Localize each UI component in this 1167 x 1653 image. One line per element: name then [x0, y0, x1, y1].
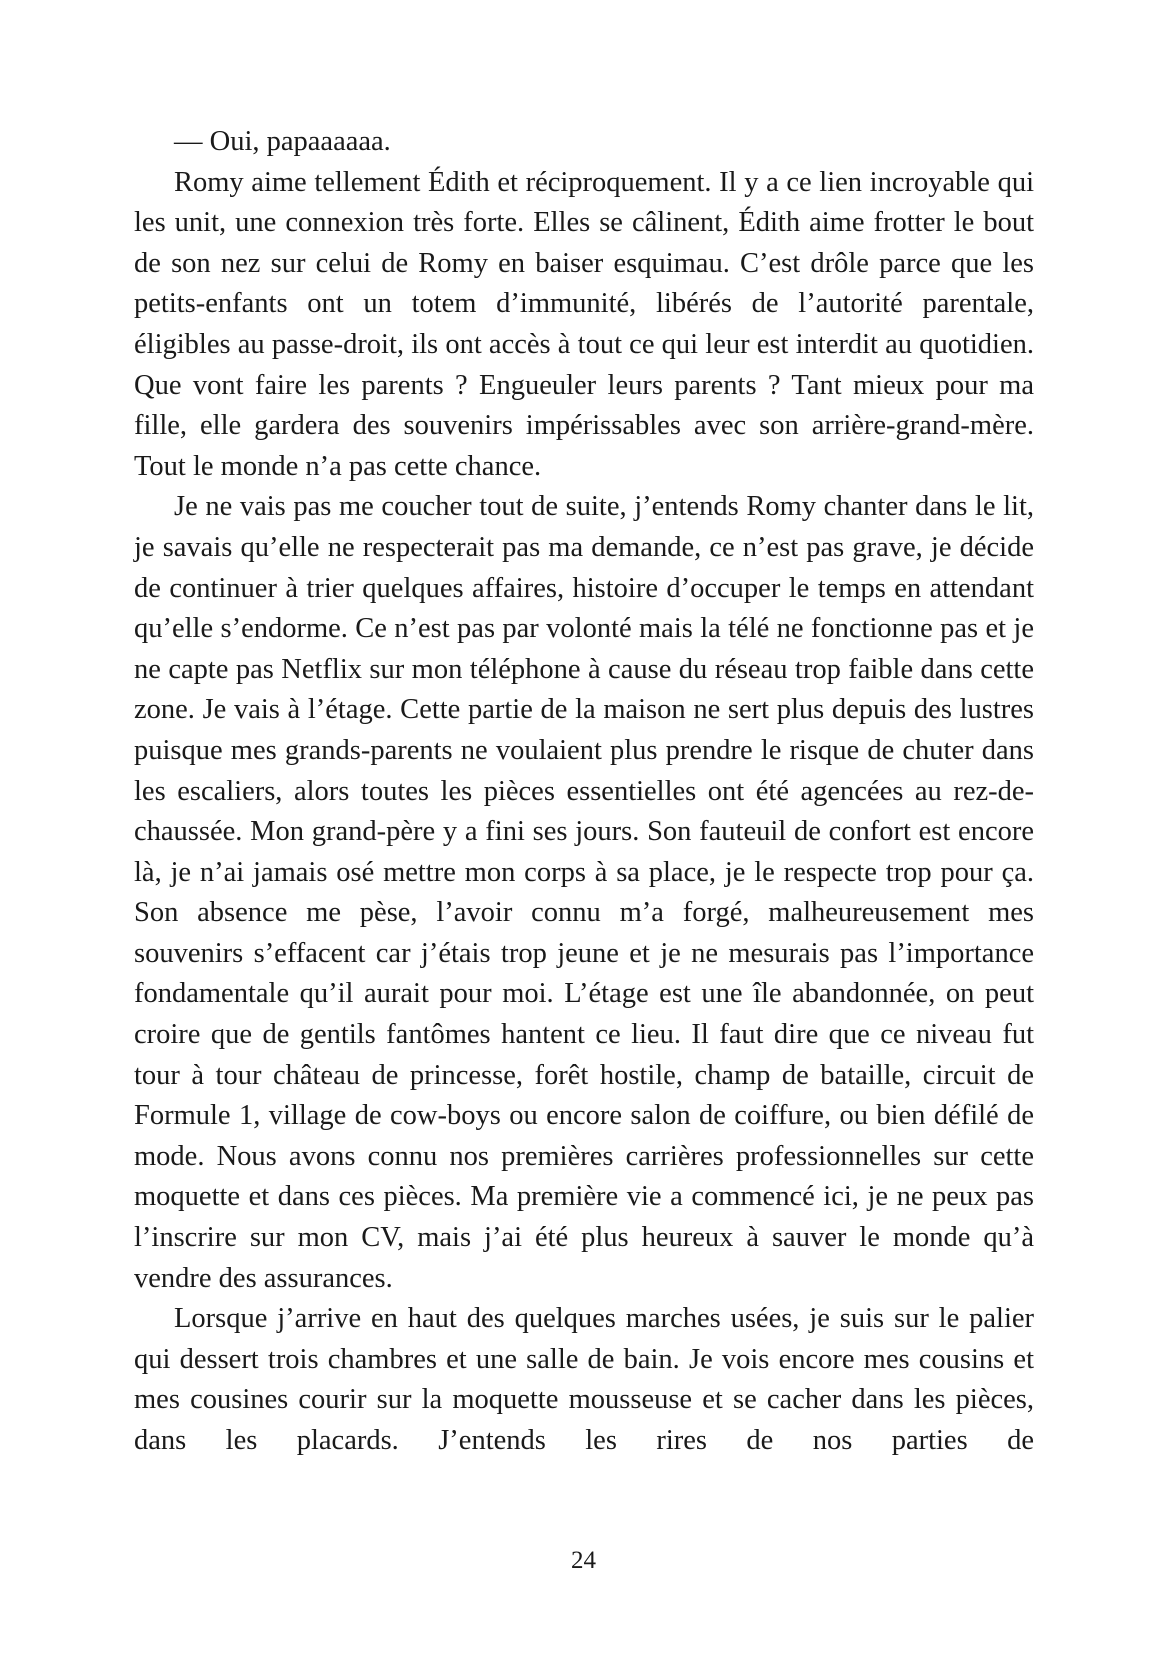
paragraph-upstairs: Je ne vais pas me coucher tout de suite, j’entends Romy chanter dans le lit, je savais qu’elle ne respecterait pas ma demande, ce n’est pas grave, je décide de continuer à trier quelques affaires, histoire d’occuper le temps en attendant qu’elle s’endorme. Ce n’est pas par volonté mais la télé ne fonctionne pas et je ne capte pas Netflix sur mon téléphone à cause du réseau trop faible dans cette zone. Je vais à l’étage. Cette partie de la maison ne sert plus depuis des lustres puisque mes grands-parents ne voulaient plus prendre le risque de chuter dans les escaliers, alors toutes les pièces essentielles ont été agencées au rez-de-chaussée. Mon grand-père y a fini ses jours. Son fauteuil de confort est encore là, je n’ai jamais osé mettre mon corps à sa place, je le respecte trop pour ça. Son absence me pèse, l’avoir connu m’a forgé, malheureusement mes souvenirs s’effacent car j’étais trop jeune et je ne mesurais pas l’importance fondamentale qu’il aurait pour moi. L’étage est une île abandonnée, on peut croire que de gentils fantômes hantent ce lieu. Il faut dire que ce niveau fut tour à tour château de princesse, forêt hostile, champ de bataille, circuit de Formule 1, village de cow-boys ou encore salon de coiffure, ou bien défilé de mode. Nous avons connu nos premières carrières professionnelles sur cette moquette et dans ces pièces. Ma première vie a commencé ici, je ne peux pas l’inscrire sur mon CV, mais j’ai été plus heureux à sauver le monde qu’à vendre des assurances. [134, 491, 1034, 1294]
page-number: 24 [571, 1547, 596, 1574]
paragraph-romy-edith: Romy aime tellement Édith et réciproquement. Il y a ce lien incroyable qui les unit, une connexion très forte. Elles se câlinent, Édith aime frotter le bout de son nez sur celui de Romy en baiser esquimau. C’est drôle parce que les petits-enfants ont un totem d’immunité, libérés de l’autorité parentale, éligibles au passe-droit, ils ont accès à tout ce qui leur est interdit au quotidien. Que vont faire les parents ? Engueuler leurs parents ? Tant mieux pour ma fille, elle gardera des souvenirs impérissables avec son arrière-grand-mère. Tout le monde n’a pas cette chance. [134, 166, 1034, 482]
paragraph-dialogue: — Oui, papaaaaaa. [174, 126, 391, 157]
paragraph-landing: Lorsque j’arrive en haut des quelques marches usées, je suis sur le palier qui dessert trois chambres et une salle de bain. Je vois encore mes cousins et mes cousines courir sur la moquette mousseuse et se cacher dans les pièces, dans les placards. J’entends les rires de nos parties de [134, 1303, 1034, 1456]
body-text [134, 122, 1034, 1462]
